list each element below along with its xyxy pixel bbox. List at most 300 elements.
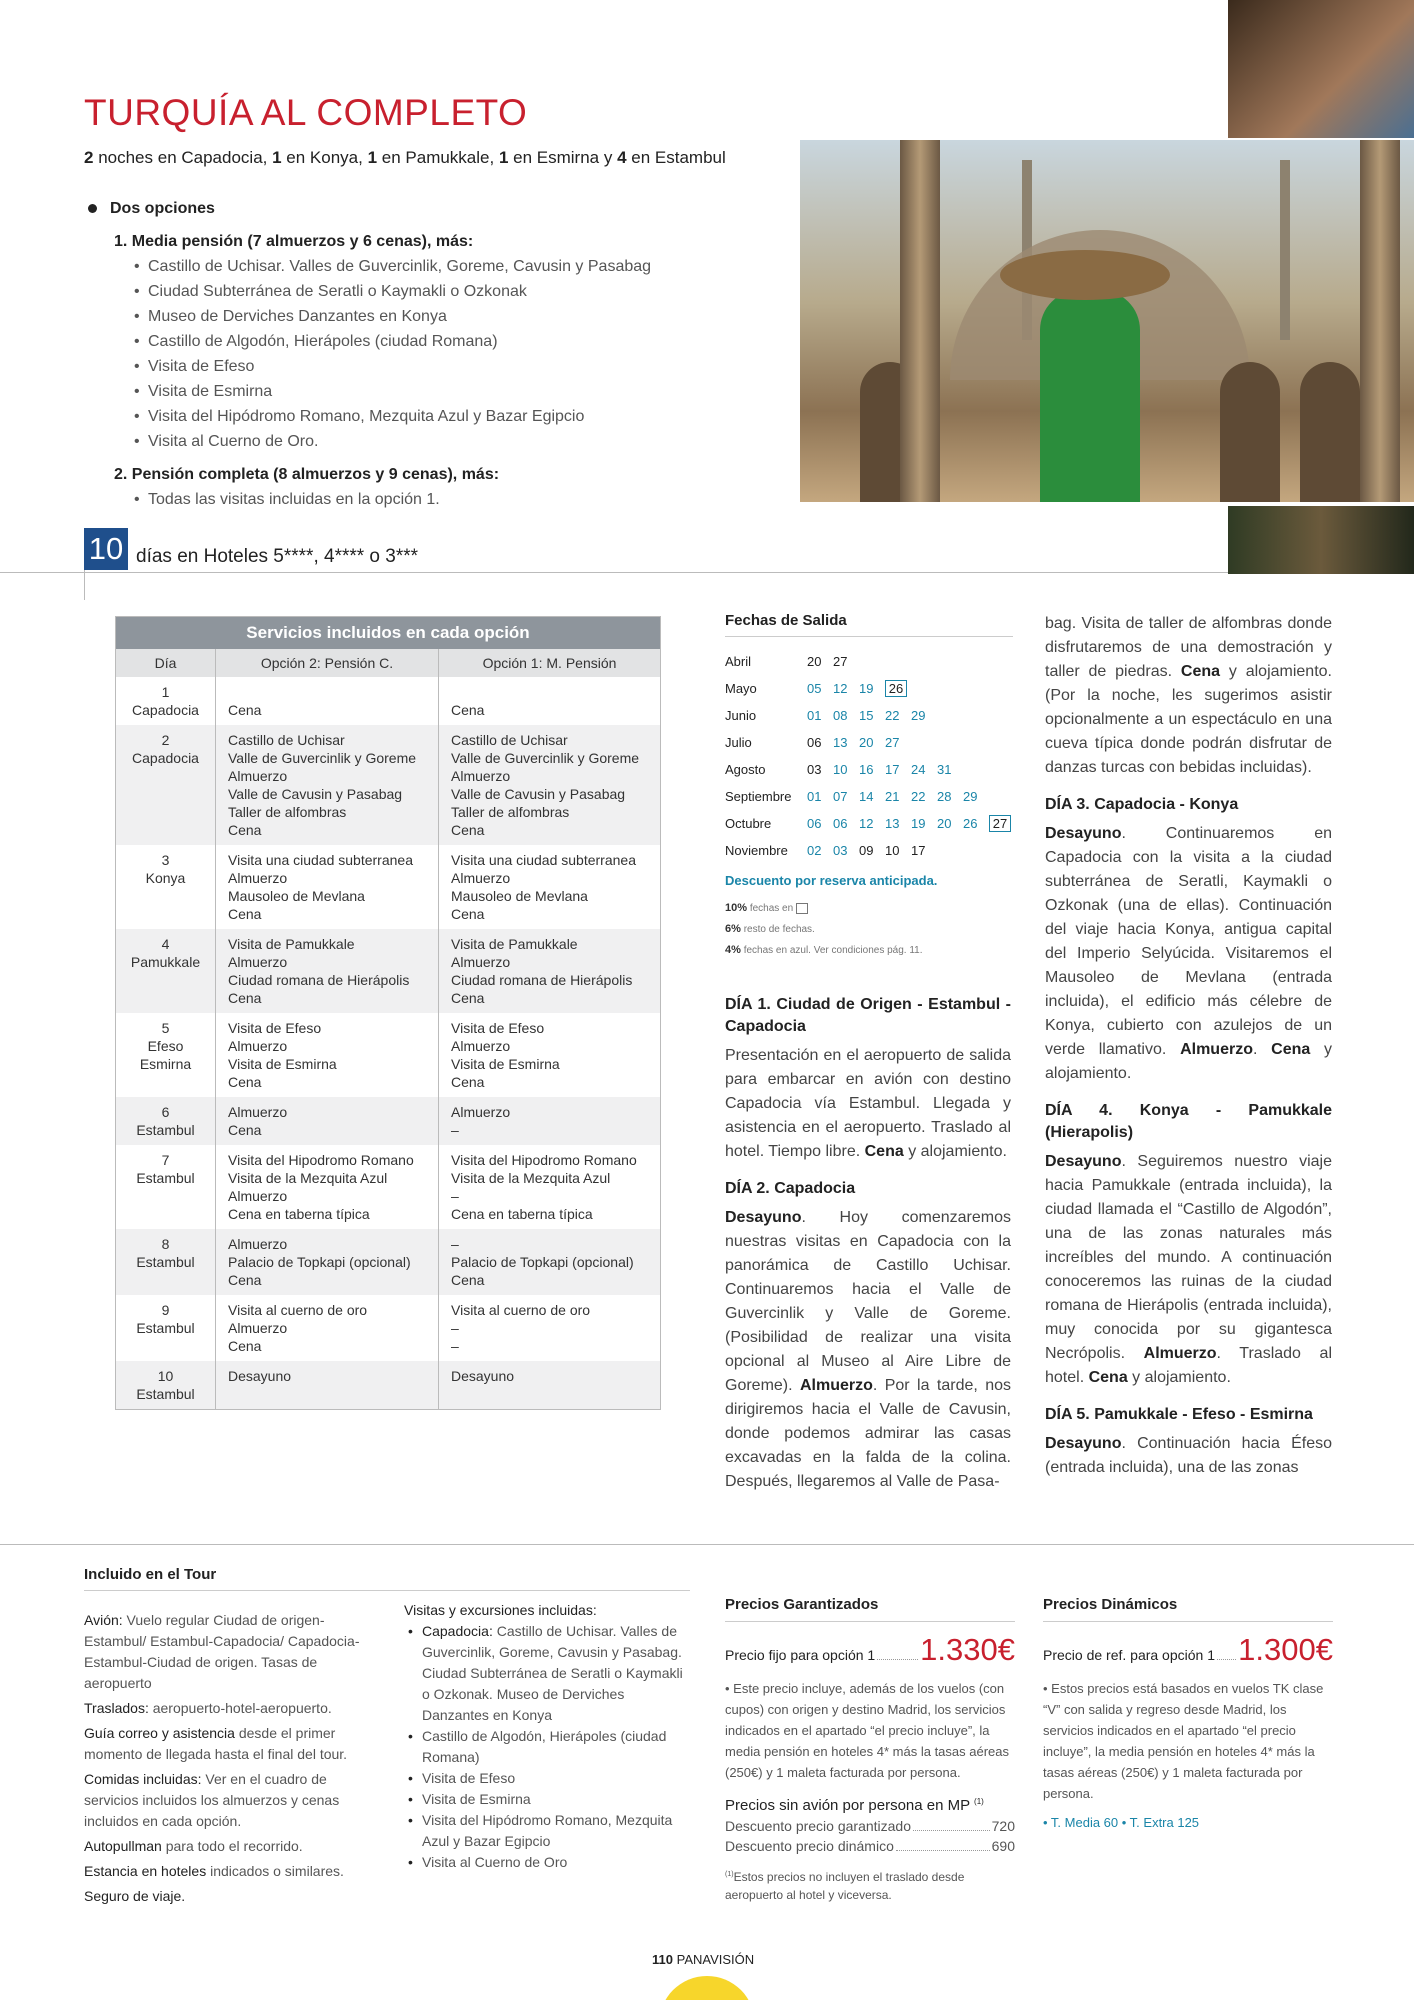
mosque-photo bbox=[800, 140, 1414, 502]
price-label: Precio fijo para opción 1 bbox=[725, 1647, 876, 1663]
column-header: Opción 1: M. Pensión bbox=[439, 649, 661, 677]
table-row bbox=[116, 1013, 661, 1097]
no-flight-heading: Precios sin avión por persona en MP $^{(1)}$ bbox=[725, 1797, 984, 1814]
discount-text: resto de fechas. bbox=[743, 924, 815, 935]
departure-date: 27 bbox=[833, 654, 848, 669]
visits-list bbox=[404, 1600, 694, 1873]
cell-line: Valle de Guvercinlik y Goreme bbox=[228, 749, 417, 766]
itinerary-column-1 bbox=[725, 994, 1011, 1508]
visit-value: Visita de Esmirna bbox=[422, 1791, 531, 1807]
cell-line: Cena bbox=[228, 905, 262, 922]
top-photo bbox=[1228, 0, 1414, 138]
cell-line: Cena bbox=[228, 1073, 262, 1090]
cell-line: Estambul bbox=[136, 1319, 195, 1336]
divider bbox=[84, 1590, 690, 1591]
cell-line: Estambul bbox=[136, 1169, 195, 1186]
included-value: para todo el recorrido. bbox=[161, 1838, 303, 1854]
table-row bbox=[116, 1361, 661, 1410]
cell-line: Visita de la Mezquita Azul bbox=[451, 1169, 611, 1186]
departure-date: 19 bbox=[911, 816, 926, 831]
departure-date: 26 bbox=[963, 816, 978, 831]
cell-line: Cena bbox=[228, 701, 262, 718]
itinerary-column-2 bbox=[1045, 612, 1332, 1494]
day3-title: DÍA 3. Capadocia - Konya bbox=[1045, 796, 1239, 813]
cell-line: Ciudad romana de Hierápolis bbox=[228, 971, 410, 988]
table-cell bbox=[116, 677, 216, 725]
cell-line: Visita una ciudad subterranea bbox=[451, 851, 636, 868]
cell-line: – bbox=[451, 1121, 459, 1138]
nights-place: en Konya, bbox=[281, 148, 368, 167]
cell-line: Efeso bbox=[147, 1037, 184, 1054]
nights-count: 1 bbox=[498, 148, 509, 167]
cell-line: Cena bbox=[451, 701, 485, 718]
table-cell bbox=[116, 845, 216, 929]
cell-line: Visita del Hipodromo Romano bbox=[451, 1151, 637, 1168]
departure-date: 29 bbox=[963, 789, 978, 804]
visit-value: Visita al Cuerno de Oro bbox=[422, 1854, 568, 1870]
cell-line: Castillo de Uchisar bbox=[451, 731, 568, 748]
cell-line: Estambul bbox=[136, 1121, 195, 1138]
price-row: Descuento precio dinámico 690 bbox=[725, 1838, 1015, 1854]
departure-date: 16 bbox=[859, 762, 874, 777]
dynamic-note: • Estos precios está basados en vuelos TK clase “V” con salida y regreso desde Madrid, los servicios indicados en el apartado “el precio incluye”, la media pensión en hoteles 4* más la tasas aéreas (250€) y 1 maleta facturada por persona. bbox=[1043, 1681, 1324, 1801]
option1-list bbox=[88, 254, 768, 454]
cell-line: 2 bbox=[161, 731, 170, 748]
included-item bbox=[84, 1861, 374, 1882]
discount-pct: 6% bbox=[725, 923, 741, 935]
cell-line: 6 bbox=[161, 1103, 170, 1120]
nights-place: en Pamukkale, bbox=[377, 148, 499, 167]
day2-text: Desayuno. Hoy comenzaremos nuestras visitas en Capadocia con la panorámica de Castillo Uchisar. Continuaremos hacia el Valle de Guvercinlik y Valle de Goreme. (Posibilidad de realizar una visita opcional al Museo al Aire Libre de Goreme). Almuerzo. Por la tarde, nos dirigiremos hacia el Valle de Cavusin, donde podemos admirar las casas excavadas en la falda de la colina. Después, llegaremos al Valle de Pasa- bbox=[725, 1209, 1012, 1490]
included-item bbox=[84, 1723, 374, 1765]
table-cell bbox=[216, 1229, 439, 1295]
cell-line: Visita de Pamukkale bbox=[228, 935, 355, 952]
guaranteed-note: • Este precio incluye, además de los vuelos (con cupos) con origen y destino Madrid, los servicios indicados en el apartado “el precio incluye”, la media pensión en hoteles 4* más la tasas aéreas (250€) y 1 maleta facturada por persona. bbox=[725, 1681, 1010, 1780]
month-row bbox=[725, 837, 1020, 864]
table-row bbox=[116, 1145, 661, 1229]
departure-date: 21 bbox=[885, 789, 900, 804]
cell-line: Estambul bbox=[136, 1385, 195, 1402]
page-number: 110 PANAVISIÓN bbox=[652, 1952, 755, 1967]
price-label: Precio de ref. para opción 1 bbox=[1043, 1647, 1215, 1663]
month-dates bbox=[807, 729, 1020, 756]
dynamic-price-line bbox=[1043, 1632, 1333, 1668]
departure-date: 17 bbox=[885, 762, 900, 777]
list-item: • Visita de Esmirna bbox=[134, 379, 768, 404]
nights-count: 4 bbox=[617, 148, 627, 167]
cell-line: Almuerzo bbox=[451, 767, 511, 784]
table-cell bbox=[216, 725, 439, 845]
nights-place: noches en Capadocia, bbox=[93, 148, 273, 167]
divider bbox=[0, 1544, 1414, 1545]
departure-date: 22 bbox=[911, 789, 926, 804]
divider bbox=[725, 636, 1013, 637]
departure-date: 02 bbox=[807, 843, 822, 858]
visit-key: Capadocia: bbox=[422, 1623, 493, 1639]
table-cell bbox=[116, 1295, 216, 1361]
days-number-badge: 10 bbox=[84, 528, 128, 570]
table-cell bbox=[439, 1229, 661, 1295]
nights-place: en Estambul bbox=[626, 148, 726, 167]
departure-date: 13 bbox=[885, 816, 900, 831]
table-cell bbox=[439, 677, 661, 725]
cell-line: Capadocia bbox=[132, 701, 199, 718]
column-header: Día bbox=[116, 649, 216, 677]
cell-line: Palacio de Topkapi (opcional) bbox=[451, 1253, 634, 1270]
cell-line: Almuerzo bbox=[228, 1187, 288, 1204]
cell-line: Cena bbox=[228, 989, 262, 1006]
visit-value: Castillo de Uchisar. Valles de Guvercinlik, Goreme, Cavusin y Pasabag. Ciudad Subterránea de Seratli o Kaymakli o Ozkonak. Museo de Derviches Danzantes en Konya bbox=[422, 1623, 683, 1723]
table-row bbox=[116, 929, 661, 1013]
table-cell bbox=[116, 1145, 216, 1229]
cell-line: Cena bbox=[451, 1271, 485, 1288]
cell-line: – bbox=[451, 1187, 459, 1204]
departure-date: 06 bbox=[833, 816, 848, 831]
cell-line: Almuerzo bbox=[451, 953, 511, 970]
cell-line: Mausoleo de Mevlana bbox=[228, 887, 365, 904]
cell-line: – bbox=[451, 1319, 459, 1336]
day5-text: Desayuno. Continuación hacia Éfeso (entrada incluida), una de las zonas bbox=[1045, 1435, 1332, 1476]
cell-line: Valle de Cavusin y Pasabag bbox=[451, 785, 626, 802]
departure-date: 20 bbox=[807, 654, 822, 669]
option1-title: 1. Media pensión (7 almuerzos y 6 cenas), más: bbox=[114, 233, 474, 250]
nights-count: 1 bbox=[367, 148, 378, 167]
day4-title: DÍA 4. Konya - Pamukkale (Hierapolis) bbox=[1045, 1102, 1332, 1141]
cell-line: Almuerzo bbox=[228, 1235, 288, 1252]
table-cell bbox=[116, 725, 216, 845]
departure-date: 08 bbox=[833, 708, 848, 723]
list-item: • Todas las visitas incluidas en la opción 1. bbox=[134, 487, 768, 512]
cell-line: 4 bbox=[161, 935, 170, 952]
day2-text-cont: bag. Visita de taller de alfombras donde disfrutaremos de una demostración y taller de piedras. Cena y alojamiento. (Por la noche, les sugerimos asistir opcionalmente a un espectáculo en una cueva típica donde podrán disfrutar de danzas turcas con bebidas incluidas). bbox=[1045, 615, 1332, 776]
month-dates bbox=[807, 702, 1020, 729]
cell-line: Cena bbox=[228, 1271, 262, 1288]
visit-item bbox=[422, 1726, 694, 1768]
included-value: aeropuerto-hotel-aeropuerto. bbox=[148, 1700, 332, 1716]
cell-line: Ciudad romana de Hierápolis bbox=[451, 971, 633, 988]
cell-line: Castillo de Uchisar bbox=[228, 731, 345, 748]
early-booking-discounts bbox=[725, 898, 923, 961]
departure-date: 28 bbox=[937, 789, 952, 804]
departure-date: 24 bbox=[911, 762, 926, 777]
cell-line: 7 bbox=[161, 1151, 170, 1168]
departure-date: 09 bbox=[859, 843, 874, 858]
included-value: desde el primer momento de llegada hasta el final del tour. bbox=[84, 1725, 348, 1762]
discount-pct: 10% bbox=[725, 902, 748, 914]
visit-value: Castillo de Algodón, Hierápoles (ciudad Romana) bbox=[422, 1728, 667, 1765]
table-cell bbox=[116, 929, 216, 1013]
table-cell bbox=[216, 1013, 439, 1097]
cell-line: Cena bbox=[451, 905, 485, 922]
options-section bbox=[88, 196, 768, 512]
guaranteed-prices-heading: Precios Garantizados bbox=[725, 1596, 879, 1613]
month-dates bbox=[807, 837, 1020, 864]
list-item: • Visita del Hipódromo Romano, Mezquita Azul y Bazar Egipcio bbox=[134, 404, 768, 429]
day1-text: Presentación en el aeropuerto de salida para embarcar en avión con destino Capadocia vía Estambul. Llegada y asistencia en el aeropuerto. Traslado al hotel. Tiempo libre. Cena y alojamiento. bbox=[725, 1047, 1011, 1160]
month-row bbox=[725, 648, 1020, 675]
guaranteed-price-line bbox=[725, 1632, 1015, 1668]
departure-date: 12 bbox=[833, 681, 848, 696]
month-row bbox=[725, 675, 1020, 702]
departure-date: 06 bbox=[807, 816, 822, 831]
month-row bbox=[725, 702, 1020, 729]
cell-line: 1 bbox=[161, 683, 170, 700]
cell-line: Desayuno bbox=[451, 1367, 515, 1384]
included-item bbox=[84, 1769, 374, 1832]
visits-heading: Visitas y excursiones incluidas: bbox=[404, 1602, 597, 1618]
cell-line: Visita de Esmirna bbox=[451, 1055, 560, 1072]
month-name: Noviembre bbox=[725, 843, 788, 858]
cell-line: Visita de Efeso bbox=[228, 1019, 322, 1036]
option2-title: 2. Pensión completa (8 almuerzos y 9 cenas), más: bbox=[114, 466, 500, 483]
divider bbox=[725, 1621, 1015, 1622]
table-cell bbox=[439, 1295, 661, 1361]
included-list bbox=[84, 1610, 374, 1911]
cell-line bbox=[228, 683, 434, 701]
dynamic-price: 1.300€ bbox=[1238, 1632, 1333, 1667]
guaranteed-price: 1.330€ bbox=[920, 1632, 1015, 1667]
table-cell bbox=[439, 929, 661, 1013]
month-name: Junio bbox=[725, 708, 757, 723]
visit-item bbox=[422, 1621, 694, 1726]
month-dates bbox=[807, 648, 1020, 675]
cell-line: Almuerzo bbox=[228, 767, 288, 784]
cell-line: Visita al cuerno de oro bbox=[451, 1301, 591, 1318]
day3-text: Desayuno. Continuaremos en Capadocia con la visita a la ciudad subterránea de Seratli, Kaymakli o Ozkonak (una de ellas). Continuación del viaje hacia Konya, antigua capital del Imperio Selyúcida. Visitaremos el Mausoleo de Mevlana (entrada incluida), el edificio más célebre de Konya, cubierto con azulejos de un verde llamativo. Almuerzo. Cena y alojamiento. bbox=[1045, 825, 1332, 1082]
table-row bbox=[116, 677, 661, 725]
table-cell bbox=[216, 1097, 439, 1145]
included-item bbox=[84, 1698, 374, 1719]
table-row bbox=[116, 725, 661, 845]
table-cell bbox=[216, 929, 439, 1013]
day4-text: Desayuno. Seguiremos nuestro viaje hacia Pamukkale (entrada incluida), la ciudad llamada el “Castillo de Algodón”, una de las zonas naturales más increíbles del mundo. A continuación conoceremos las ruinas de la ciudad romana de Hierápolis (entrada incluida), muy conocida por su gigantesca Necrópolis. Almuerzo. Traslado al hotel. Cena y alojamiento. bbox=[1045, 1153, 1333, 1386]
early-booking-heading: Descuento por reserva anticipada. bbox=[725, 873, 938, 888]
cell-line: Visita de Efeso bbox=[451, 1019, 545, 1036]
visit-value: Visita de Efeso bbox=[422, 1770, 516, 1786]
table-row bbox=[116, 1295, 661, 1361]
guaranteed-prices bbox=[725, 1596, 1015, 1904]
departure-date: 10 bbox=[833, 762, 848, 777]
table-cell bbox=[439, 1145, 661, 1229]
departure-date: 14 bbox=[859, 789, 874, 804]
services-table-caption: Servicios incluidos en cada opción bbox=[116, 617, 661, 649]
divider bbox=[84, 570, 85, 600]
cell-line: Visita del Hipodromo Romano bbox=[228, 1151, 414, 1168]
list-item: • Visita al Cuerno de Oro. bbox=[134, 429, 768, 454]
departure-date: 26 bbox=[885, 680, 907, 697]
table-cell bbox=[116, 1361, 216, 1410]
list-item: • Visita de Efeso bbox=[134, 354, 768, 379]
price-row: Descuento precio garantizado 720 bbox=[725, 1818, 1015, 1834]
month-name: Mayo bbox=[725, 681, 757, 696]
cell-line: Capadocia bbox=[132, 749, 199, 766]
table-cell bbox=[439, 845, 661, 929]
included-key: Traslados: bbox=[84, 1700, 149, 1716]
month-dates bbox=[807, 675, 1020, 702]
included-key: Comidas incluidas: bbox=[84, 1771, 202, 1787]
discount-text: fechas en azul. Ver condiciones pág. 11. bbox=[743, 945, 923, 956]
month-dates bbox=[807, 783, 1020, 810]
cell-line: – bbox=[451, 1235, 459, 1252]
cell-line: Visita de Pamukkale bbox=[451, 935, 578, 952]
included-value: Vuelo regular Ciudad de origen-Estambul/ Estambul-Capadocia/ Capadocia-Estambul-Ciudad de origen. Tasas de aeropuerto bbox=[84, 1612, 360, 1691]
departure-date: 27 bbox=[989, 815, 1011, 832]
month-row bbox=[725, 729, 1020, 756]
included-key: Autopullman bbox=[84, 1838, 162, 1854]
departure-date: 07 bbox=[833, 789, 848, 804]
month-name: Agosto bbox=[725, 762, 766, 777]
cell-line: Cena bbox=[451, 1073, 485, 1090]
departure-date: 01 bbox=[807, 708, 822, 723]
table-cell bbox=[216, 677, 439, 725]
departure-date: 27 bbox=[885, 735, 900, 750]
day5-title: DÍA 5. Pamukkale - Efeso - Esmirna bbox=[1045, 1406, 1313, 1423]
cell-line: Almuerzo bbox=[228, 1037, 288, 1054]
table-cell bbox=[216, 1295, 439, 1361]
included-heading: Incluido en el Tour bbox=[84, 1566, 217, 1583]
included-item bbox=[84, 1836, 374, 1857]
cell-line: Almuerzo bbox=[451, 1037, 511, 1054]
cell-line: – bbox=[451, 1337, 459, 1354]
cell-line: Cena en taberna típica bbox=[451, 1205, 593, 1222]
table-cell bbox=[216, 845, 439, 929]
table-cell bbox=[116, 1229, 216, 1295]
cell-line: Palacio de Topkapi (opcional) bbox=[228, 1253, 411, 1270]
departure-date: 20 bbox=[937, 816, 952, 831]
day2-title: DÍA 2. Capadocia bbox=[725, 1180, 856, 1197]
dynamic-prices-heading: Precios Dinámicos bbox=[1043, 1596, 1178, 1613]
cell-line: Cena bbox=[228, 1121, 262, 1138]
cell-line: Mausoleo de Mevlana bbox=[451, 887, 588, 904]
cell-line: 9 bbox=[161, 1301, 170, 1318]
month-name: Septiembre bbox=[725, 789, 792, 804]
included-key: Estancia en hoteles bbox=[84, 1863, 207, 1879]
cell-line: 8 bbox=[161, 1235, 170, 1252]
departure-date: 05 bbox=[807, 681, 822, 696]
table-cell bbox=[216, 1361, 439, 1410]
visit-item bbox=[422, 1768, 694, 1789]
included-key: Guía correo y asistencia bbox=[84, 1725, 235, 1741]
table-cell bbox=[439, 725, 661, 845]
cell-line: Cena bbox=[451, 821, 485, 838]
visit-item bbox=[422, 1810, 694, 1852]
cell-line: Cena bbox=[228, 1337, 262, 1354]
cell-line: Konya bbox=[145, 869, 186, 886]
list-item: • Castillo de Algodón, Hierápoles (ciudad Romana) bbox=[134, 329, 768, 354]
cell-line: 3 bbox=[161, 851, 170, 868]
departure-date: 20 bbox=[859, 735, 874, 750]
cell-line: Estambul bbox=[136, 1253, 195, 1270]
list-item: • Castillo de Uchisar. Valles de Guvercinlik, Goreme, Cavusin y Pasabag bbox=[134, 254, 768, 279]
list-item: • Museo de Derviches Danzantes en Konya bbox=[134, 304, 768, 329]
nights-place: en Esmirna y bbox=[508, 148, 618, 167]
departure-date: 10 bbox=[885, 843, 900, 858]
season-supplements: • T. Media 60 • T. Extra 125 bbox=[1043, 1815, 1200, 1830]
cell-line bbox=[451, 683, 656, 701]
month-name: Julio bbox=[725, 735, 752, 750]
included-item bbox=[84, 1886, 374, 1907]
departure-date: 13 bbox=[833, 735, 848, 750]
page-title: TURQUÍA AL COMPLETO bbox=[84, 92, 528, 133]
nights-summary bbox=[84, 148, 726, 168]
cell-line: Taller de alfombras bbox=[228, 803, 347, 820]
month-dates bbox=[807, 756, 1020, 783]
cell-line: Esmirna bbox=[139, 1055, 192, 1072]
table-cell bbox=[116, 1013, 216, 1097]
departure-date: 17 bbox=[911, 843, 926, 858]
included-value: Ver en el cuadro de servicios incluidos los almuerzos y cenas incluidos en cada opción. bbox=[84, 1771, 340, 1829]
visit-value: Visita del Hipódromo Romano, Mezquita Azul y Bazar Egipcio bbox=[422, 1812, 673, 1849]
month-row bbox=[725, 756, 1020, 783]
cell-line: Almuerzo bbox=[228, 869, 288, 886]
cell-line: 5 bbox=[161, 1019, 170, 1036]
table-row bbox=[116, 1229, 661, 1295]
cell-line: Valle de Cavusin y Pasabag bbox=[228, 785, 403, 802]
services-table bbox=[115, 616, 661, 1410]
options-heading: Dos opciones bbox=[88, 196, 768, 221]
dynamic-prices bbox=[1043, 1596, 1333, 1833]
cell-line: Visita una ciudad subterranea bbox=[228, 851, 413, 868]
departure-date: 03 bbox=[833, 843, 848, 858]
column-header: Opción 2: Pensión C. bbox=[216, 649, 439, 677]
month-row bbox=[725, 810, 1020, 837]
cell-line: Taller de alfombras bbox=[451, 803, 570, 820]
cell-line: Pamukkale bbox=[130, 953, 201, 970]
month-name: Octubre bbox=[725, 816, 772, 831]
cell-line: Almuerzo bbox=[228, 1319, 288, 1336]
forest-photo bbox=[1228, 506, 1414, 574]
departure-date: 19 bbox=[859, 681, 874, 696]
visit-item bbox=[422, 1789, 694, 1810]
included-key: Avión: bbox=[84, 1612, 123, 1628]
table-row bbox=[116, 845, 661, 929]
departure-dates-heading: Fechas de Salida bbox=[725, 612, 847, 629]
departure-date: 03 bbox=[807, 762, 822, 777]
discount-pct: 4% bbox=[725, 944, 741, 956]
box-icon bbox=[796, 903, 808, 914]
table-cell bbox=[439, 1097, 661, 1145]
cell-line: Valle de Guvercinlik y Goreme bbox=[451, 749, 640, 766]
visit-item bbox=[422, 1852, 694, 1873]
departure-date: 15 bbox=[859, 708, 874, 723]
cell-line: Almuerzo bbox=[451, 869, 511, 886]
departure-dates-table bbox=[725, 648, 1020, 864]
cell-line: Visita al cuerno de oro bbox=[228, 1301, 368, 1318]
divider bbox=[1043, 1621, 1333, 1622]
month-dates bbox=[807, 810, 1020, 837]
table-row bbox=[116, 1097, 661, 1145]
cell-line: Cena en taberna típica bbox=[228, 1205, 370, 1222]
cell-line: Almuerzo bbox=[451, 1103, 511, 1120]
nights-count: 2 bbox=[84, 148, 94, 167]
days-hotels-text: días en Hoteles 5****, 4**** o 3*** bbox=[136, 546, 419, 567]
table-cell bbox=[216, 1145, 439, 1229]
table-cell bbox=[439, 1013, 661, 1097]
departure-date: 01 bbox=[807, 789, 822, 804]
departure-date: 22 bbox=[885, 708, 900, 723]
cell-line: Cena bbox=[451, 989, 485, 1006]
included-item bbox=[84, 1610, 374, 1694]
yellow-tab bbox=[659, 1976, 755, 2000]
departure-date: 29 bbox=[911, 708, 926, 723]
departure-date: 06 bbox=[807, 735, 822, 750]
footnote: $^{(1)}$Estos precios no incluyen el traslado desde aeropuerto al hotel y viceversa. bbox=[725, 1870, 965, 1902]
list-item: • Ciudad Subterránea de Seratli o Kaymakli o Ozkonak bbox=[134, 279, 768, 304]
included-key: Seguro de viaje. bbox=[84, 1888, 186, 1904]
cell-line: Almuerzo bbox=[228, 953, 288, 970]
option2-list bbox=[88, 487, 768, 512]
cell-line: Visita de Esmirna bbox=[228, 1055, 337, 1072]
